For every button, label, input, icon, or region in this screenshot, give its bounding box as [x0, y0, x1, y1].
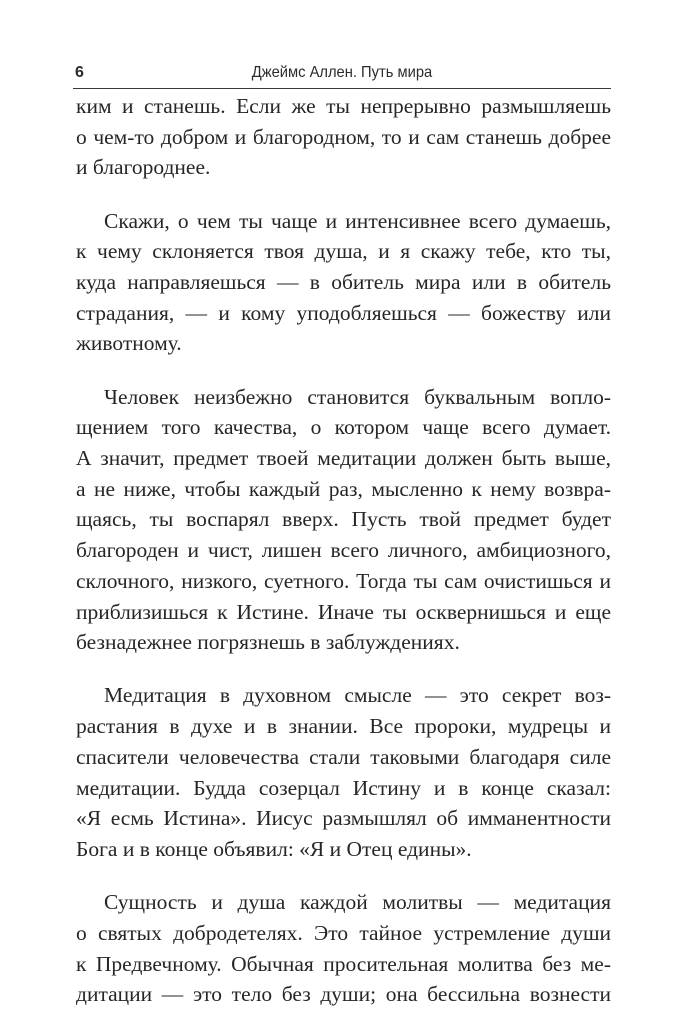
- paragraph-4: [76, 680, 611, 864]
- text-line: о чем-то добром и благородном, то и сам станешь добрее: [76, 124, 611, 149]
- text-line: растания в духе и в знании. Все пророки, мудрецы и: [76, 714, 611, 739]
- paragraph-1: [76, 91, 611, 183]
- paragraph-3: [76, 382, 611, 658]
- text-line: к чему склоняется твоя душа, и я скажу тебе, кто ты,: [76, 239, 611, 264]
- text-line: безнадежнее погрязнешь в заблуждениях.: [76, 630, 460, 655]
- text-line: животному.: [76, 331, 182, 356]
- paragraph-2: [76, 206, 611, 360]
- text-line: ким и станешь. Если же ты непрерывно размышляешь: [76, 94, 611, 118]
- text-line: щением того качества, о котором чаще всего думает.: [76, 415, 611, 440]
- text-line: к Предвечному. Обычная просительная молитва без ме-: [76, 951, 611, 976]
- text-line: и благороднее.: [76, 155, 211, 180]
- text-line: медитации. Будда созерцал Истину и в конце сказал:: [76, 775, 611, 800]
- text-line: приблизишься к Истине. Иначе ты осквернишься и еще: [76, 599, 611, 624]
- body-text: [76, 91, 611, 1010]
- text-line: Медитация в духовном смысле — это секрет воз-: [104, 683, 611, 708]
- text-line: Скажи, о чем ты чаще и интенсивнее всего думаешь,: [104, 208, 611, 233]
- running-title: Джеймс Аллен. Путь мира: [251, 64, 433, 81]
- text-line: о святых добродетелях. Это тайное устремление души: [76, 920, 611, 945]
- text-line: страдания, — и кому уподобляешься — божеству или: [76, 300, 611, 325]
- text-line: склочного, низкого, суетного. Тогда ты сам очистишься и: [76, 568, 611, 593]
- text-line: «Я есмь Истина». Иисус размышлял об имманентности: [76, 806, 611, 831]
- text-line: благороден и чист, лишен всего личного, амбициозного,: [76, 538, 611, 563]
- page-header: [73, 56, 611, 89]
- text-line: Человек неизбежно становится буквальным вопло-: [104, 384, 611, 409]
- text-line: куда направляешься — в обитель мира или в обитель: [76, 270, 611, 295]
- page-number: 6: [75, 64, 84, 81]
- text-line: спасители человечества стали таковыми благодаря силе: [76, 744, 611, 769]
- paragraph-5: [76, 887, 611, 1010]
- text-line: А значит, предмет твоей медитации должен быть выше,: [76, 446, 611, 471]
- text-line: дитации — это тело без души; она бессильна вознести: [76, 982, 611, 1007]
- text-line: а не ниже, чтобы каждый раз, мысленно к нему возвра-: [76, 476, 611, 501]
- text-line: Бога и в конце объявил: «Я и Отец едины».: [76, 836, 472, 861]
- text-line: Сущность и душа каждой молитвы — медитация: [104, 890, 611, 915]
- text-line: щаясь, ты воспарял вверх. Пусть твой предмет будет: [76, 507, 611, 532]
